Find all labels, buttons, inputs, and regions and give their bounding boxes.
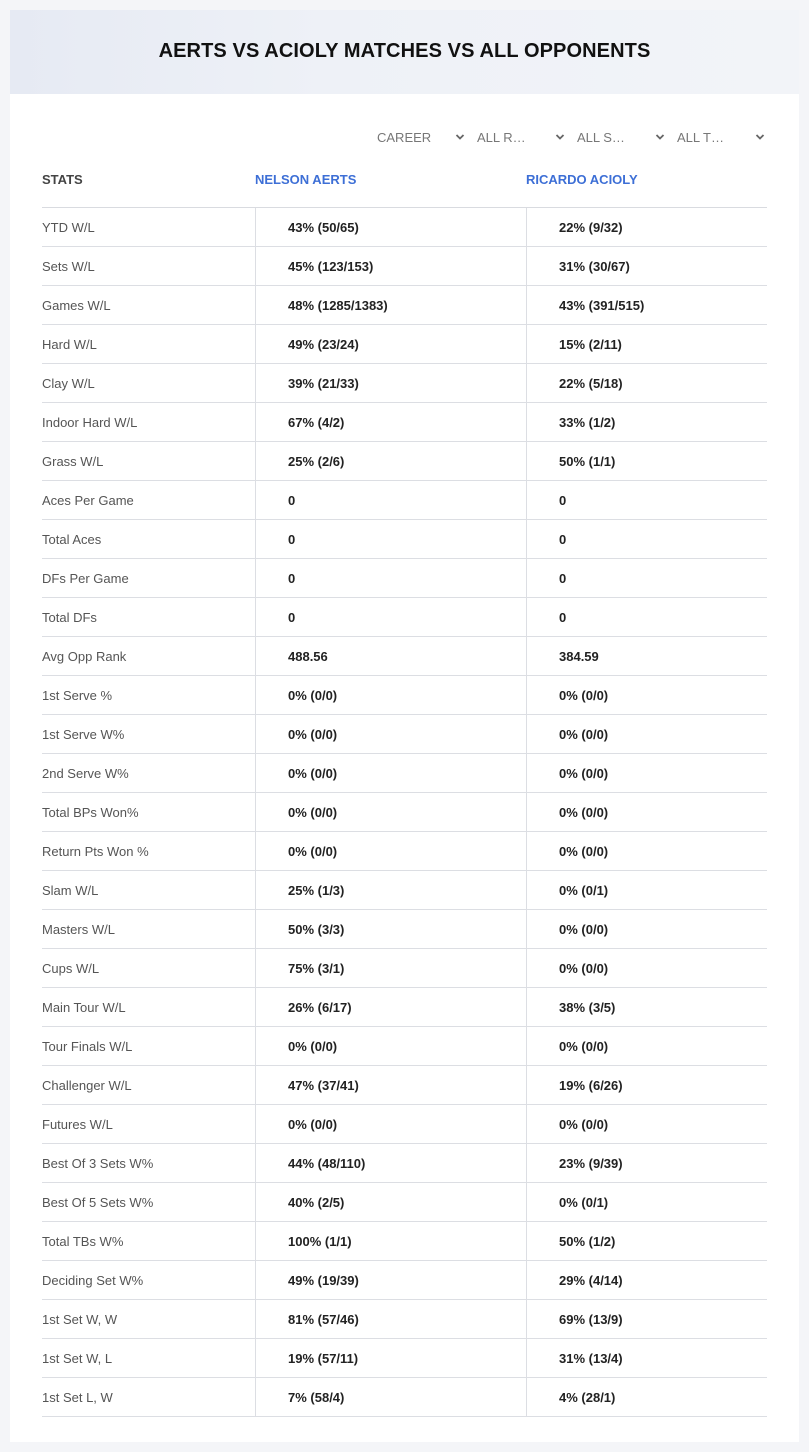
player2-value: 22% (9/32) [526,208,767,246]
player2-value: 0 [526,520,767,558]
player1-value: 25% (1/3) [255,871,526,909]
chevron-down-icon [455,132,465,142]
table-row [42,1183,767,1222]
stat-label: 1st Set L, W [42,1389,113,1405]
filter-label: ALL S… [577,129,625,145]
stat-label: Best Of 5 Sets W% [42,1194,154,1210]
stat-label: DFs Per Game [42,570,129,586]
player1-value: 26% (6/17) [255,988,526,1026]
table-row [42,832,767,871]
stat-label: Return Pts Won % [42,843,149,859]
table-header [42,170,767,208]
filter-round-select[interactable] [467,126,567,148]
player1-value: 75% (3/1) [255,949,526,987]
stat-label: Clay W/L [42,375,95,391]
player2-value: 0% (0/0) [526,754,767,792]
player1-value: 488.56 [255,637,526,675]
stat-label: Sets W/L [42,258,95,274]
table-row [42,286,767,325]
player2-value: 22% (5/18) [526,364,767,402]
filter-label: ALL T… [677,129,724,145]
chevron-down-icon [655,132,665,142]
player2-value: 33% (1/2) [526,403,767,441]
stat-label: Cups W/L [42,960,100,976]
table-row [42,247,767,286]
table-row [42,442,767,481]
player2-value: 0 [526,559,767,597]
table-row [42,793,767,832]
table-row [42,949,767,988]
table-row [42,637,767,676]
player1-value: 49% (19/39) [255,1261,526,1299]
player2-value: 0% (0/0) [526,832,767,870]
player1-value: 0% (0/0) [255,1105,526,1143]
stat-label: Indoor Hard W/L [42,414,138,430]
player1-value: 48% (1285/1383) [255,286,526,324]
stat-label: Avg Opp Rank [42,648,127,664]
player1-value: 0 [255,559,526,597]
stat-label: 1st Set W, L [42,1350,113,1366]
player2-value: 0% (0/0) [526,793,767,831]
filter-label: ALL R… [477,129,526,145]
player1-value: 0 [255,598,526,636]
player2-value: 31% (13/4) [526,1339,767,1377]
table-row [42,598,767,637]
player1-value: 49% (23/24) [255,325,526,363]
player1-value: 0% (0/0) [255,832,526,870]
player2-value: 0% (0/0) [526,1027,767,1065]
player2-value: 384.59 [526,637,767,675]
player1-value: 0% (0/0) [255,1027,526,1065]
player2-value: 0 [526,598,767,636]
card-header [10,10,799,94]
chevron-down-icon [555,132,565,142]
column-header-stats: STATS [42,172,83,187]
table-row [42,325,767,364]
filter-career-select[interactable] [367,126,467,148]
table-row [42,1339,767,1378]
table-row [42,208,767,247]
player2-value: 0% (0/0) [526,949,767,987]
stat-label: Games W/L [42,297,111,313]
table-row [42,559,767,598]
table-row [42,481,767,520]
player1-value: 67% (4/2) [255,403,526,441]
column-header-player2-link[interactable]: RICARDO ACIOLY [526,172,638,187]
player1-value: 50% (3/3) [255,910,526,948]
stats-table-body [42,208,767,1417]
player2-value: 29% (4/14) [526,1261,767,1299]
stat-label: Tour Finals W/L [42,1038,133,1054]
column-header-player1-link[interactable]: NELSON AERTS [255,172,357,187]
table-row [42,1105,767,1144]
player2-value: 23% (9/39) [526,1144,767,1182]
player1-value: 25% (2/6) [255,442,526,480]
stat-label: Slam W/L [42,882,99,898]
stat-label: Total DFs [42,609,97,625]
player2-value: 31% (30/67) [526,247,767,285]
player2-value: 0% (0/1) [526,1183,767,1221]
stat-label: Masters W/L [42,921,115,937]
player1-value: 43% (50/65) [255,208,526,246]
stat-label: 1st Serve W% [42,726,125,742]
player1-value: 40% (2/5) [255,1183,526,1221]
player1-value: 0% (0/0) [255,715,526,753]
player1-value: 45% (123/153) [255,247,526,285]
stat-label: Total Aces [42,531,102,547]
player1-value: 7% (58/4) [255,1378,526,1416]
player2-value: 69% (13/9) [526,1300,767,1338]
player2-value: 0% (0/0) [526,1105,767,1143]
stat-label: Hard W/L [42,336,97,352]
player1-value: 100% (1/1) [255,1222,526,1260]
table-row [42,1378,767,1417]
player2-value: 0% (0/0) [526,715,767,753]
player2-value: 15% (2/11) [526,325,767,363]
table-row [42,1261,767,1300]
player1-value: 44% (48/110) [255,1144,526,1182]
player1-value: 81% (57/46) [255,1300,526,1338]
stat-label: 2nd Serve W% [42,765,129,781]
player1-value: 0 [255,520,526,558]
stat-label: 1st Set W, W [42,1311,118,1327]
player1-value: 0% (0/0) [255,676,526,714]
table-row [42,403,767,442]
player2-value: 19% (6/26) [526,1066,767,1104]
stat-label: 1st Serve % [42,687,113,703]
table-row [42,1144,767,1183]
player2-value: 43% (391/515) [526,286,767,324]
filter-label: CAREER [377,129,432,145]
table-row [42,1222,767,1261]
stat-label: Futures W/L [42,1116,113,1132]
table-row [42,988,767,1027]
stat-label: Grass W/L [42,453,104,469]
stat-label: Deciding Set W% [42,1272,144,1288]
player2-value: 0% (0/1) [526,871,767,909]
player2-value: 0 [526,481,767,519]
table-row [42,1066,767,1105]
filter-bar [367,126,767,148]
stat-label: Challenger W/L [42,1077,132,1093]
player1-value: 0 [255,481,526,519]
player1-value: 39% (21/33) [255,364,526,402]
stat-label: YTD W/L [42,219,95,235]
player1-value: 47% (37/41) [255,1066,526,1104]
chevron-down-icon [755,132,765,142]
filter-tournament-select[interactable] [667,126,767,148]
table-row [42,1300,767,1339]
table-row [42,871,767,910]
stat-label: Total BPs Won% [42,804,139,820]
table-row [42,676,767,715]
table-row [42,754,767,793]
player2-value: 4% (28/1) [526,1378,767,1416]
player2-value: 0% (0/0) [526,676,767,714]
player2-value: 0% (0/0) [526,910,767,948]
player1-value: 0% (0/0) [255,793,526,831]
table-row [42,364,767,403]
table-row [42,1027,767,1066]
player2-value: 50% (1/1) [526,442,767,480]
stat-label: Main Tour W/L [42,999,126,1015]
player2-value: 38% (3/5) [526,988,767,1026]
player2-value: 50% (1/2) [526,1222,767,1260]
player1-value: 0% (0/0) [255,754,526,792]
stat-label: Aces Per Game [42,492,134,508]
table-row [42,520,767,559]
player1-value: 19% (57/11) [255,1339,526,1377]
table-row [42,715,767,754]
stat-label: Best Of 3 Sets W% [42,1155,154,1171]
page-title: AERTS VS ACIOLY MATCHES VS ALL OPPONENTS [158,39,651,62]
filter-surface-select[interactable] [567,126,667,148]
table-row [42,910,767,949]
stats-card [10,10,799,1442]
stat-label: Total TBs W% [42,1233,124,1249]
